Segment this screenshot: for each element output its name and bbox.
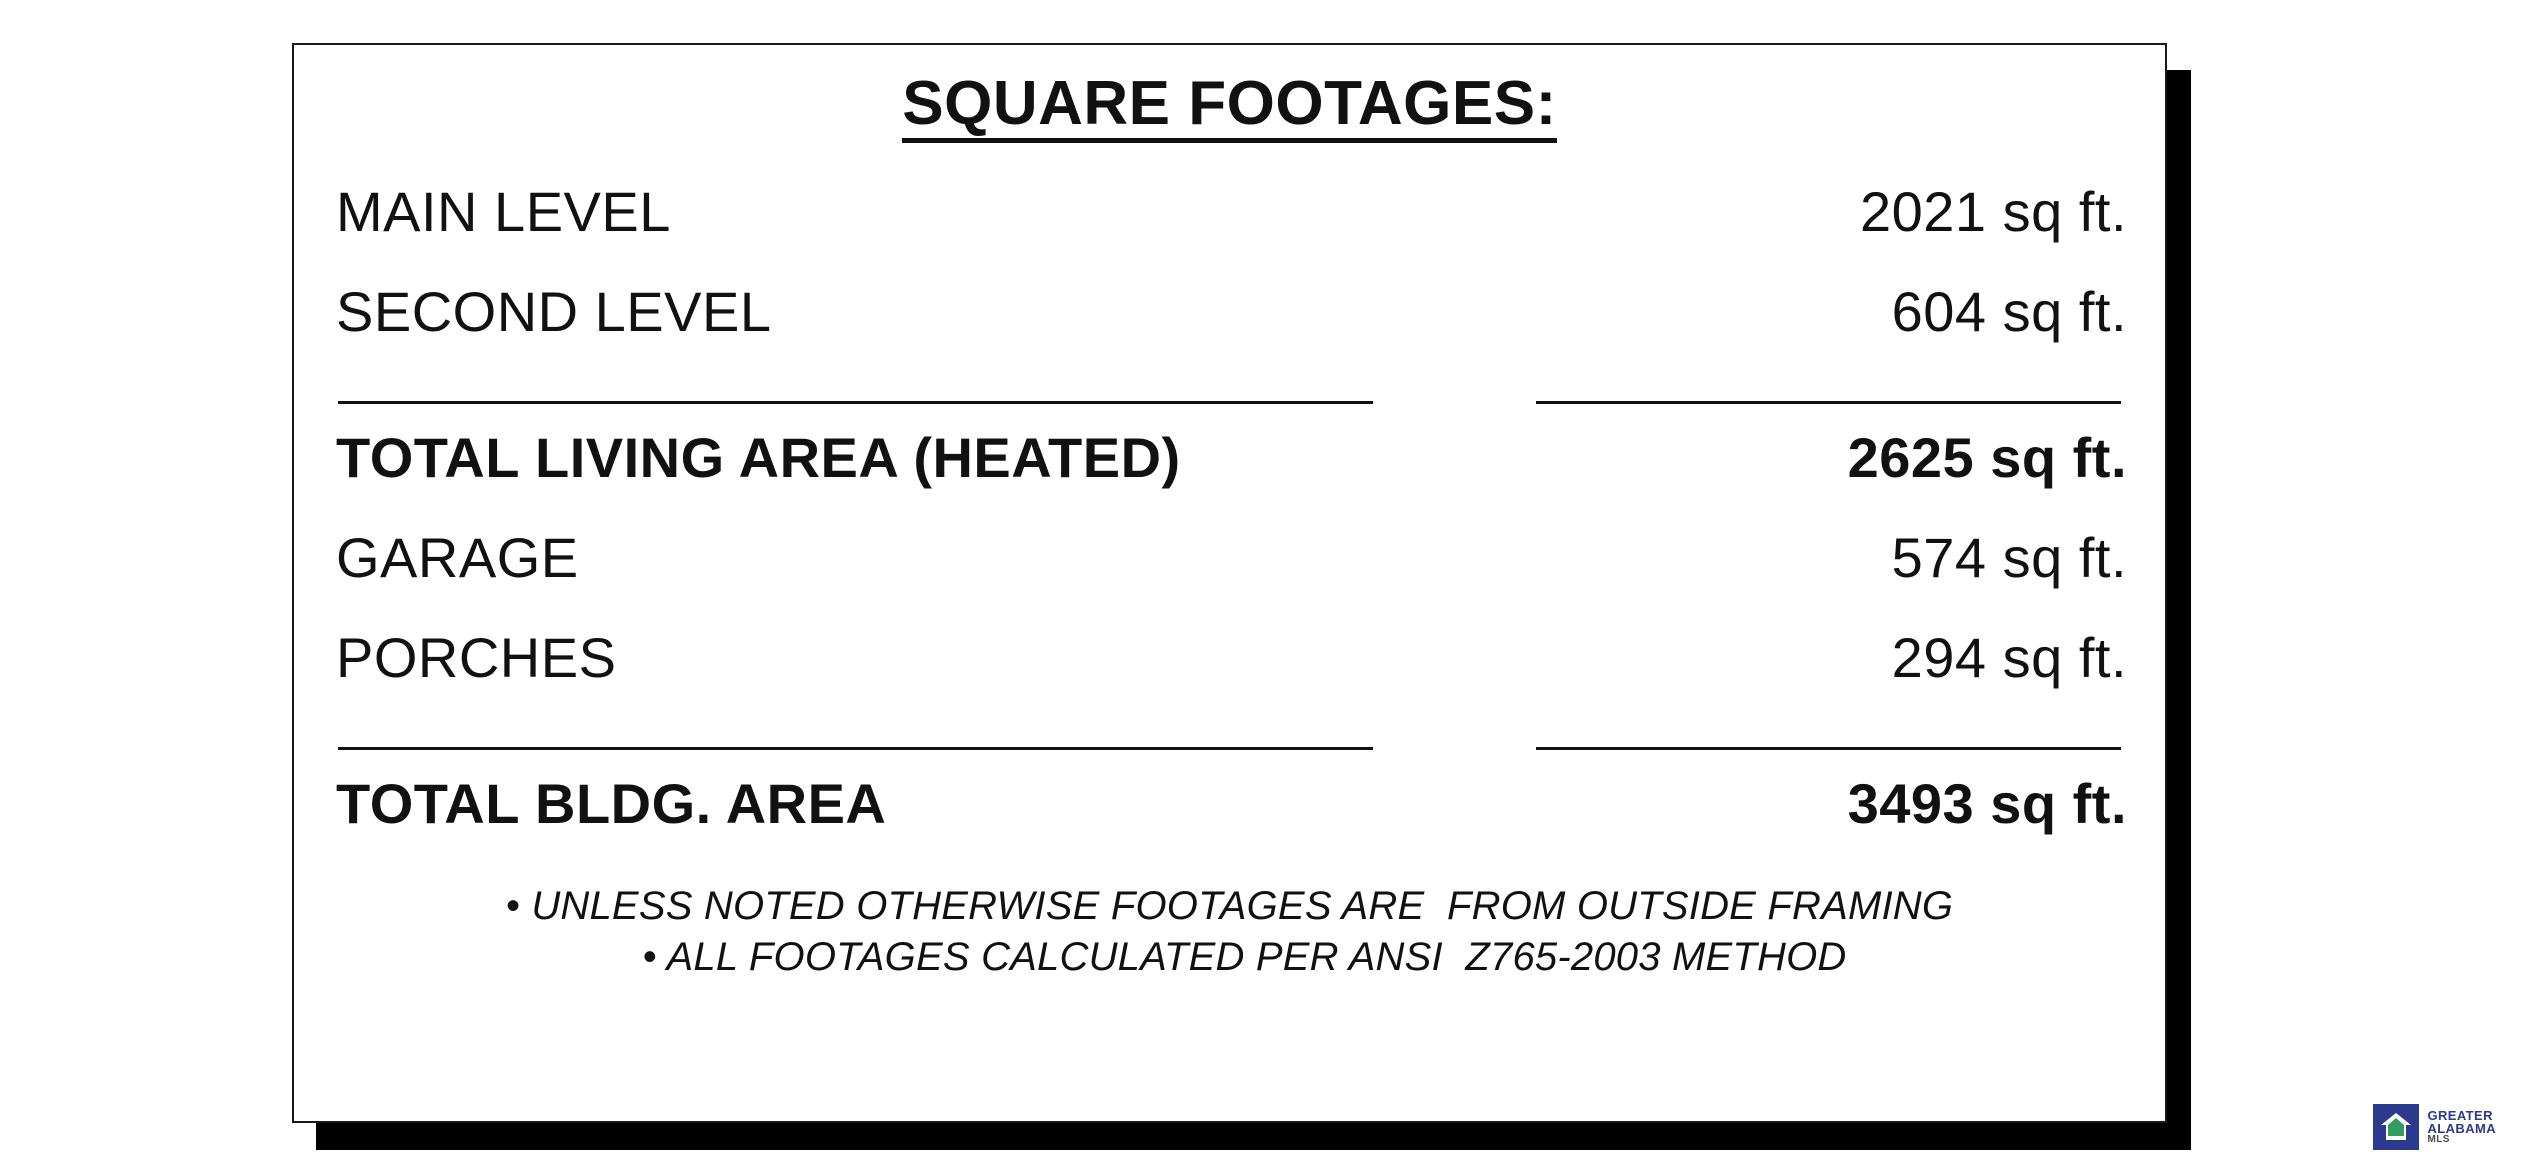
row-value: 3493 sq ft. [1847,772,2127,836]
divider-segment-left [338,401,1373,404]
row-label: TOTAL LIVING AREA (HEATED) [336,426,1181,490]
table-row [336,279,2127,379]
divider-2 [336,725,2127,771]
page-title: SQUARE FOOTAGES: [902,71,1556,143]
table-row-total-building [336,771,2127,871]
row-label: TOTAL BLDG. AREA [336,772,887,836]
table-row-total-living [336,425,2127,525]
divider-1 [336,379,2127,425]
table-row [336,625,2127,725]
row-label: MAIN LEVEL [336,180,671,244]
row-value: 574 sq ft. [1891,526,2127,590]
row-value: 294 sq ft. [1891,626,2127,690]
divider-segment-right [1536,401,2121,404]
divider-segment-left [338,747,1373,750]
footnotes [294,881,2165,983]
row-value: 604 sq ft. [1891,280,2127,344]
mls-logo [2365,1098,2504,1156]
divider-segment-right [1536,747,2121,750]
footnote-1: • UNLESS NOTED OTHERWISE FOOTAGES ARE FROM OUTSIDE FRAMING [505,884,1954,929]
row-label: SECOND LEVEL [336,280,772,344]
mls-logo-line2: ALABAMA [2427,1121,2496,1136]
house-icon [2373,1104,2419,1150]
mls-logo-text [2427,1109,2496,1145]
footage-rows [294,179,2165,871]
page-title-wrap [294,71,2165,143]
row-value: 2625 sq ft. [1847,426,2127,490]
mls-logo-line3: MLS [2427,1134,2450,1145]
table-row [336,179,2127,279]
mls-logo-line1: GREATER [2427,1108,2493,1123]
row-value: 2021 sq ft. [1859,180,2127,244]
row-label: PORCHES [336,626,617,690]
square-footage-card [292,43,2167,1123]
table-row [336,525,2127,625]
row-label: GARAGE [336,526,579,590]
footnote-2: • ALL FOOTAGES CALCULATED PER ANSI Z765-2003 METHOD [642,935,1847,980]
